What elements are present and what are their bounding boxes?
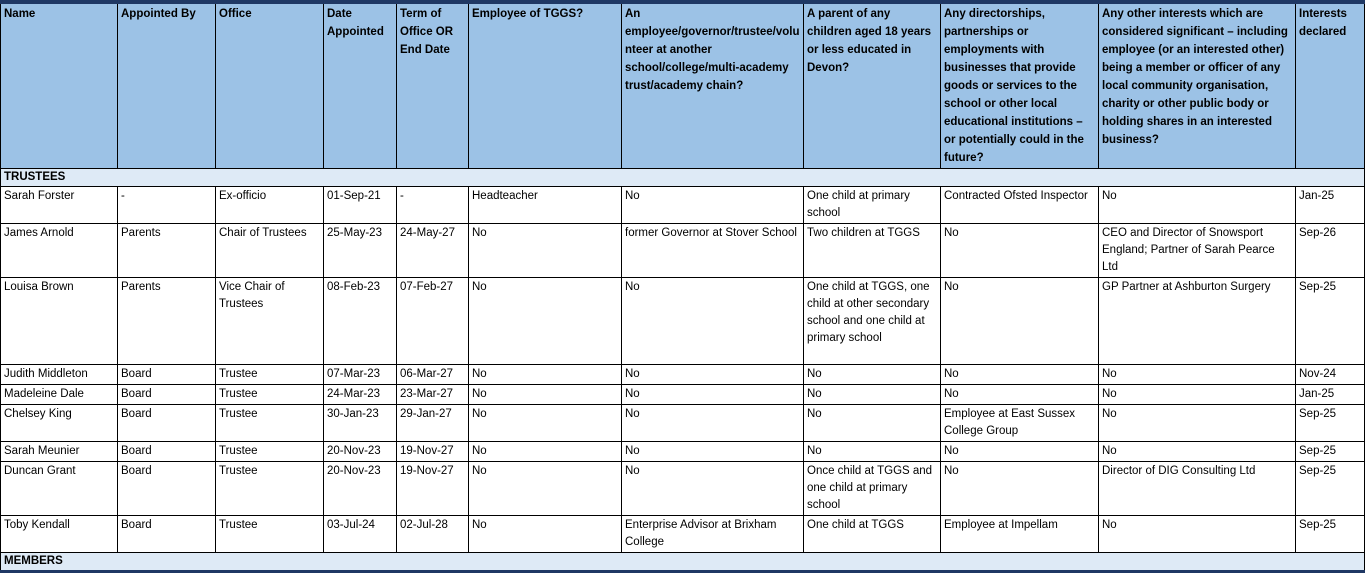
table-row bbox=[1, 224, 1365, 278]
cell: 24-May-27 bbox=[397, 224, 469, 278]
cell: No bbox=[622, 462, 804, 516]
cell: No bbox=[1099, 442, 1296, 462]
cell: Board bbox=[118, 405, 216, 442]
cell: One child at TGGS bbox=[804, 516, 941, 553]
cell: One child at TGGS, one child at other secondary school and one child at primary school bbox=[804, 278, 941, 365]
cell: Sep-25 bbox=[1296, 278, 1365, 365]
cell: Two children at TGGS bbox=[804, 224, 941, 278]
cell: No bbox=[469, 462, 622, 516]
cell: Contracted Ofsted Inspector bbox=[941, 187, 1099, 224]
cell: Parents bbox=[118, 224, 216, 278]
cell: No bbox=[1099, 187, 1296, 224]
cell: No bbox=[804, 365, 941, 385]
cell: - bbox=[118, 187, 216, 224]
cell: No bbox=[941, 385, 1099, 405]
table-row bbox=[1, 278, 1365, 365]
cell: No bbox=[622, 365, 804, 385]
cell: Director of DIG Consulting Ltd bbox=[1099, 462, 1296, 516]
cell: Once child at TGGS and one child at primary school bbox=[804, 462, 941, 516]
column-header: Interests declared bbox=[1296, 2, 1365, 169]
cell: Trustee bbox=[216, 365, 324, 385]
cell: 20-Nov-23 bbox=[324, 442, 397, 462]
cell: 30-Jan-23 bbox=[324, 405, 397, 442]
cell: No bbox=[1099, 365, 1296, 385]
cell: 08-Feb-23 bbox=[324, 278, 397, 365]
cell: No bbox=[469, 224, 622, 278]
table-row bbox=[1, 187, 1365, 224]
cell: CEO and Director of Snowsport England; Partner of Sarah Pearce Ltd bbox=[1099, 224, 1296, 278]
cell: No bbox=[804, 442, 941, 462]
cell: Judith Middleton bbox=[1, 365, 118, 385]
column-header: Any directorships, partnerships or employments with businesses that provide goods or services to the school or other local educational institutions – or potentially could in the future? bbox=[941, 2, 1099, 169]
cell: Chair of Trustees bbox=[216, 224, 324, 278]
cell: Headteacher bbox=[469, 187, 622, 224]
column-header: Office bbox=[216, 2, 324, 169]
cell: Chelsey King bbox=[1, 405, 118, 442]
column-header: Any other interests which are considered significant – including employee (or an interested other) being a member or officer of any local community organisation, charity or other public body or holding shares in an interested business? bbox=[1099, 2, 1296, 169]
cell: 25-May-23 bbox=[324, 224, 397, 278]
table-row bbox=[1, 405, 1365, 442]
cell: No bbox=[1099, 385, 1296, 405]
cell: Sep-25 bbox=[1296, 405, 1365, 442]
cell: 23-Mar-27 bbox=[397, 385, 469, 405]
cell: Board bbox=[118, 385, 216, 405]
cell: Sep-26 bbox=[1296, 224, 1365, 278]
cell: 03-Jul-24 bbox=[324, 516, 397, 553]
cell: Sep-25 bbox=[1296, 442, 1365, 462]
cell: No bbox=[941, 278, 1099, 365]
cell: 29-Jan-27 bbox=[397, 405, 469, 442]
cell: 19-Nov-27 bbox=[397, 462, 469, 516]
cell: Trustee bbox=[216, 516, 324, 553]
table-row bbox=[1, 516, 1365, 553]
cell: Employee at Impellam bbox=[941, 516, 1099, 553]
column-header: Term of Office OR End Date bbox=[397, 2, 469, 169]
column-header: Date Appointed bbox=[324, 2, 397, 169]
table-row bbox=[1, 442, 1365, 462]
column-header: An employee/governor/trustee/volunteer at another school/college/multi-academy trust/academy chain? bbox=[622, 2, 804, 169]
section-header-row bbox=[1, 169, 1365, 187]
cell: 20-Nov-23 bbox=[324, 462, 397, 516]
cell: Madeleine Dale bbox=[1, 385, 118, 405]
cell: Board bbox=[118, 442, 216, 462]
cell: Sarah Forster bbox=[1, 187, 118, 224]
cell: No bbox=[469, 365, 622, 385]
section-header: MEMBERS bbox=[1, 553, 1365, 572]
section-header-row bbox=[1, 553, 1365, 572]
cell: No bbox=[941, 365, 1099, 385]
cell: GP Partner at Ashburton Surgery bbox=[1099, 278, 1296, 365]
cell: No bbox=[1099, 516, 1296, 553]
cell: Sep-25 bbox=[1296, 462, 1365, 516]
cell: No bbox=[804, 405, 941, 442]
cell: One child at primary school bbox=[804, 187, 941, 224]
cell: 19-Nov-27 bbox=[397, 442, 469, 462]
cell: No bbox=[1099, 405, 1296, 442]
cell: 07-Mar-23 bbox=[324, 365, 397, 385]
cell: James Arnold bbox=[1, 224, 118, 278]
cell: Vice Chair of Trustees bbox=[216, 278, 324, 365]
cell: former Governor at Stover School bbox=[622, 224, 804, 278]
cell: Employee at East Sussex College Group bbox=[941, 405, 1099, 442]
cell: Board bbox=[118, 365, 216, 385]
cell: No bbox=[622, 405, 804, 442]
table-row bbox=[1, 365, 1365, 385]
column-header: Appointed By bbox=[118, 2, 216, 169]
cell: Parents bbox=[118, 278, 216, 365]
cell: No bbox=[941, 224, 1099, 278]
cell: Ex-officio bbox=[216, 187, 324, 224]
cell: No bbox=[469, 278, 622, 365]
cell: Nov-24 bbox=[1296, 365, 1365, 385]
cell: No bbox=[622, 442, 804, 462]
cell: Board bbox=[118, 462, 216, 516]
cell: Sep-25 bbox=[1296, 516, 1365, 553]
cell: 02-Jul-28 bbox=[397, 516, 469, 553]
cell: Board bbox=[118, 516, 216, 553]
cell: - bbox=[397, 187, 469, 224]
cell: Trustee bbox=[216, 442, 324, 462]
cell: Jan-25 bbox=[1296, 187, 1365, 224]
cell: No bbox=[469, 516, 622, 553]
cell: No bbox=[469, 442, 622, 462]
column-header: Name bbox=[1, 2, 118, 169]
cell: Enterprise Advisor at Brixham College bbox=[622, 516, 804, 553]
cell: Jan-25 bbox=[1296, 385, 1365, 405]
cell: No bbox=[941, 442, 1099, 462]
table-row bbox=[1, 462, 1365, 516]
cell: Sarah Meunier bbox=[1, 442, 118, 462]
cell: 07-Feb-27 bbox=[397, 278, 469, 365]
cell: Trustee bbox=[216, 462, 324, 516]
cell: Duncan Grant bbox=[1, 462, 118, 516]
column-header: Employee of TGGS? bbox=[469, 2, 622, 169]
column-header: A parent of any children aged 18 years or less educated in Devon? bbox=[804, 2, 941, 169]
cell: No bbox=[622, 278, 804, 365]
cell: No bbox=[622, 187, 804, 224]
cell: 06-Mar-27 bbox=[397, 365, 469, 385]
table-row bbox=[1, 385, 1365, 405]
cell: 01-Sep-21 bbox=[324, 187, 397, 224]
section-header: TRUSTEES bbox=[1, 169, 1365, 187]
cell: No bbox=[469, 385, 622, 405]
cell: No bbox=[804, 385, 941, 405]
cell: Toby Kendall bbox=[1, 516, 118, 553]
header-row bbox=[1, 2, 1365, 169]
cell: No bbox=[941, 462, 1099, 516]
cell: 24-Mar-23 bbox=[324, 385, 397, 405]
cell: Louisa Brown bbox=[1, 278, 118, 365]
cell: No bbox=[469, 405, 622, 442]
cell: No bbox=[622, 385, 804, 405]
cell: Trustee bbox=[216, 385, 324, 405]
cell: Trustee bbox=[216, 405, 324, 442]
